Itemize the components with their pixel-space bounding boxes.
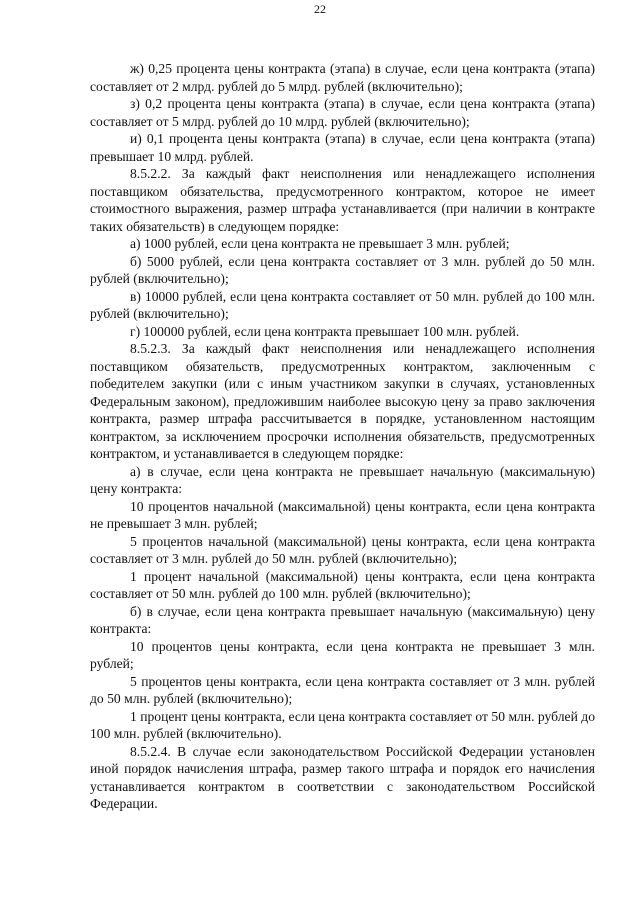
paragraph-clause-8-5-2-3: 8.5.2.3. За каждый факт неисполнения или ненадлежащего исполнения поставщиком обязательств, предусмотренных контрактом, заключенным с победителем закупки (или с иным участником закупки в случаях, установленных Федеральным законом), предложившим наиболее высокую цену за право заключения контракта, размер штрафа рассчитывается в порядке, установленном настоящим контрактом, за исключением просрочки исполнения обязательств, предусмотренных контрактом, и устанавливается в следующем порядке: [90, 341, 595, 461]
paragraph-case-b-rate-5: 5 процентов цены контракта, если цена контракта составляет от 3 млн. рублей до 50 млн. рублей (включительно); [90, 673, 595, 706]
paragraph-case-b-rate-10: 10 процентов цены контракта, если цена контракта не превышает 3 млн. рублей; [90, 638, 595, 671]
paragraph-item-v: в) 10000 рублей, если цена контракта составляет от 50 млн. рублей до 100 млн. рублей (включительно); [90, 288, 595, 321]
paragraph-clause-8-5-2-4: 8.5.2.4. В случае если законодательством Российской Федерации установлен иной порядок начисления штрафа, размер такого штрафа и порядок его начисления устанавливается контрактом в соответствии с законодательством Российской Федерации. [90, 743, 595, 811]
paragraph-item-b: б) 5000 рублей, если цена контракта составляет от 3 млн. рублей до 50 млн. рублей (включительно); [90, 253, 595, 286]
paragraph-item-zh: ж) 0,25 процента цены контракта (этапа) в случае, если цена контракта (этапа) составляет от 2 млрд. рублей до 5 млрд. рублей (включительно); [90, 61, 595, 94]
paragraph-case-b-rate-1: 1 процент цены контракта, если цена контракта составляет от 50 млн. рублей до 100 млн. рублей (включительно). [90, 708, 595, 741]
paragraph-clause-8-5-2-2: 8.5.2.2. За каждый факт неисполнения или ненадлежащего исполнения поставщиком обязательства, предусмотренного контрактом, которое не имеет стоимостного выражения, размер штрафа устанавливается (при наличии в контракте таких обязательств) в следующем порядке: [90, 166, 595, 234]
paragraph-item-i: и) 0,1 процента цены контракта (этапа) в случае, если цена контракта (этапа) превышает 10 млрд. рублей. [90, 131, 595, 164]
paragraph-case-a-rate-1: 1 процент начальной (максимальной) цены контракта, если цена контракта составляет от 50 млн. рублей до 100 млн. рублей (включительно); [90, 568, 595, 601]
paragraph-case-a-rate-10: 10 процентов начальной (максимальной) цены контракта, если цена контракта не превышает 3 млн. рублей; [90, 498, 595, 531]
paragraph-case-b: б) в случае, если цена контракта превышает начальную (максимальную) цену контракта: [90, 603, 595, 636]
paragraph-item-z: з) 0,2 процента цены контракта (этапа) в случае, если цена контракта (этапа) составляет от 5 млрд. рублей до 10 млрд. рублей (включительно); [90, 96, 595, 129]
paragraph-item-a: а) 1000 рублей, если цена контракта не превышает 3 млн. рублей; [130, 236, 510, 251]
paragraph-item-g: г) 100000 рублей, если цена контракта превышает 100 млн. рублей. [130, 323, 520, 339]
paragraph-case-a-rate-5: 5 процентов начальной (максимальной) цены контракта, если цена контракта составляет от 3 млн. рублей до 50 млн. рублей (включительно); [90, 533, 595, 566]
page-number: 22 [314, 2, 326, 16]
paragraph-case-a: а) в случае, если цена контракта не превышает начальную (максимальную) цену контракта: [90, 463, 595, 496]
document-body [90, 60, 595, 813]
